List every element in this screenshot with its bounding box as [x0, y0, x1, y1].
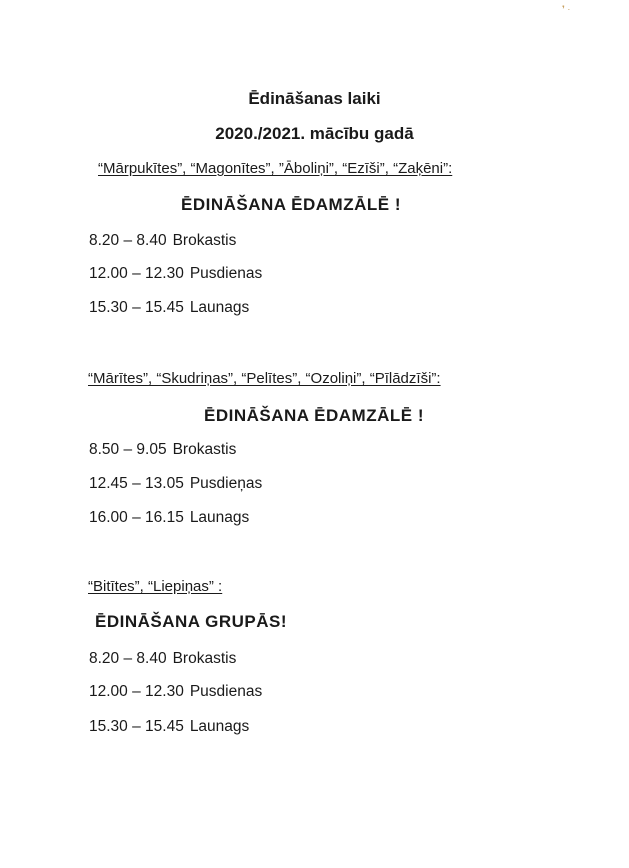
- schedule-time: 12.00 – 12.30: [89, 265, 184, 282]
- schedule-time: 16.00 – 16.15: [89, 509, 184, 526]
- schedule-meal: Launags: [189, 299, 250, 316]
- scan-speck-icon: ❜ ·: [562, 4, 571, 14]
- schedule-time: 15.30 – 15.45: [89, 718, 184, 735]
- section-3-location: ĒDINĀŠANA GRUPĀS!: [95, 612, 288, 631]
- schedule-meal: Pusdienas: [189, 683, 263, 700]
- section-1-location: ĒDINĀŠANA ĒDAMZĀLĒ !: [181, 195, 401, 214]
- section-3-groups: “Bitītes”, “Liepiņas” :: [88, 578, 223, 595]
- schedule-row: [89, 650, 236, 668]
- schedule-time: 8.20 – 8.40: [89, 650, 167, 667]
- section-2-groups: “Mārītes”, “Skudriņas”, “Pelītes”, “Ozoliņi”, “Pīlādzīši”:: [88, 370, 441, 387]
- schedule-meal: Pusdienas: [189, 265, 263, 282]
- schedule-row: [89, 475, 262, 493]
- schedule-time: 8.20 – 8.40: [89, 232, 167, 249]
- schedule-row: [89, 683, 262, 701]
- schedule-row: [89, 232, 236, 250]
- schedule-time: 15.30 – 15.45: [89, 299, 184, 316]
- schedule-time: 12.45 – 13.05: [89, 475, 184, 492]
- section-2-location: ĒDINĀŠANA ĒDAMZĀLĒ !: [204, 406, 424, 425]
- schedule-meal: Brokastis: [172, 650, 237, 667]
- page-title: Ēdināšanas laiki: [248, 89, 381, 108]
- schedule-meal: Brokastis: [172, 232, 237, 249]
- schedule-meal: Launags: [189, 718, 250, 735]
- schedule-time: 8.50 – 9.05: [89, 441, 167, 458]
- schedule-row: [89, 441, 236, 459]
- schedule-meal: Pusdieņas: [189, 475, 263, 492]
- schedule-row: [89, 718, 249, 736]
- schedule-meal: Launags: [189, 509, 250, 526]
- section-1-groups: “Mārpukītes”, “Magonītes”, ”Āboliņi”, “Ezīši”, “Zaķēni”:: [98, 160, 453, 177]
- schedule-row: [89, 509, 249, 527]
- schedule-row: [89, 265, 262, 283]
- schedule-time: 12.00 – 12.30: [89, 683, 184, 700]
- page-subtitle: 2020./2021. mācību gadā: [215, 124, 414, 143]
- schedule-row: [89, 299, 249, 317]
- schedule-meal: Brokastis: [172, 441, 237, 458]
